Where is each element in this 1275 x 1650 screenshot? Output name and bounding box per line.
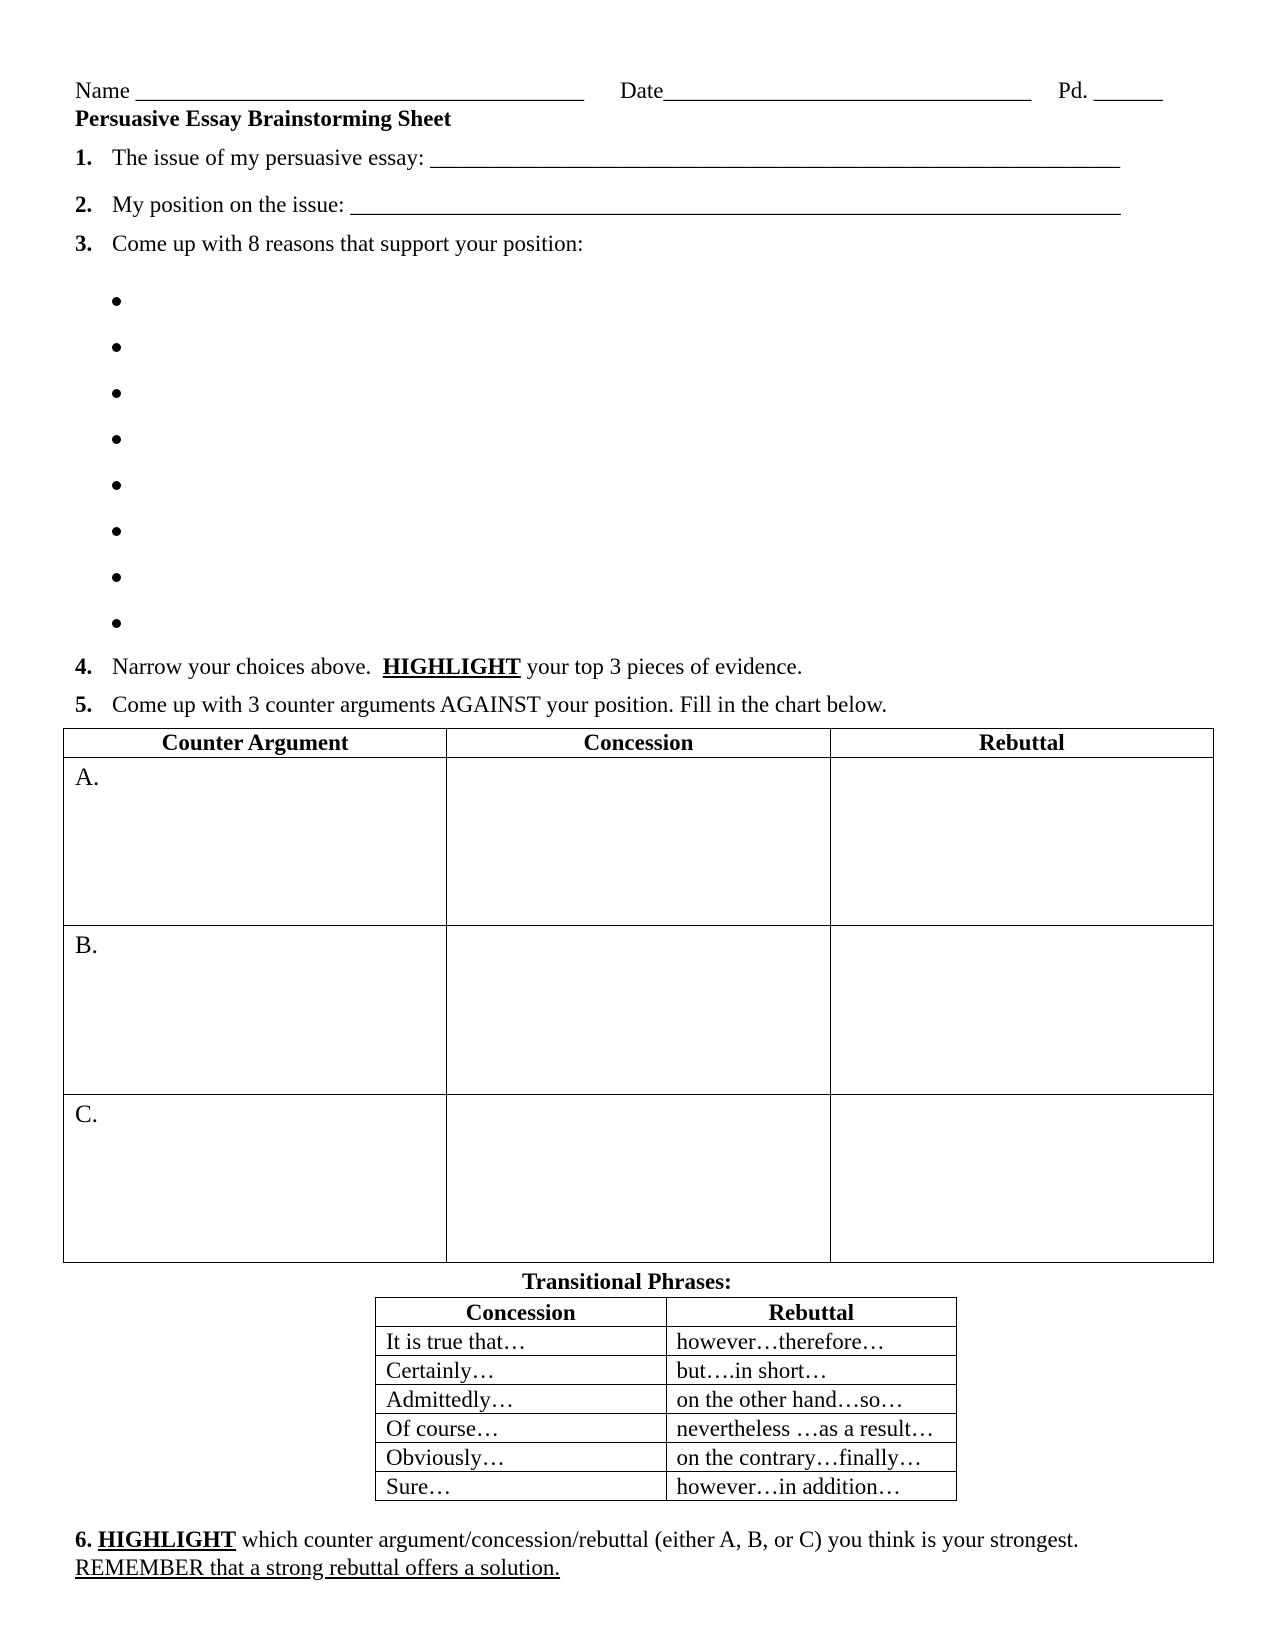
period-field-label[interactable]: Pd. ______ [1058, 78, 1163, 103]
header-counter-argument: Counter Argument [64, 729, 447, 758]
transition-row [376, 1443, 957, 1472]
counter-table-header-row [64, 729, 1214, 758]
reason-bullet [112, 573, 121, 582]
reason-bullet [112, 527, 121, 536]
counter-row-a [64, 758, 1214, 926]
q5-number: 5. [75, 692, 93, 717]
q4-highlight: HIGHLIGHT [382, 654, 521, 679]
concession-cell[interactable] [447, 758, 830, 926]
q2-text[interactable]: My position on the issue: ___________________________________________________________________ [112, 192, 1121, 217]
reason-bullet [112, 481, 121, 490]
rebuttal-phrase: however…in addition… [666, 1472, 957, 1501]
transition-row [376, 1414, 957, 1443]
q6-remember: REMEMBER that a strong rebuttal offers a solution. [75, 1555, 561, 1580]
transition-row [376, 1356, 957, 1385]
concession-phrase: Sure… [376, 1472, 667, 1501]
rebuttal-phrase: on the other hand…so… [666, 1385, 957, 1414]
concession-cell[interactable] [447, 926, 830, 1094]
concession-phrase: Admittedly… [376, 1385, 667, 1414]
q6-highlight: HIGHLIGHT [98, 1527, 237, 1552]
counter-argument-cell[interactable] [64, 1094, 447, 1262]
rebuttal-phrase: however…therefore… [666, 1327, 957, 1356]
page-title: Persuasive Essay Brainstorming Sheet [75, 106, 452, 131]
name-field-label[interactable]: Name _______________________________________ [75, 78, 585, 103]
counter-row-c [64, 1094, 1214, 1262]
transition-row [376, 1327, 957, 1356]
transition-row [376, 1385, 957, 1414]
reason-bullet [112, 343, 121, 352]
date-field-label[interactable]: Date________________________________ [620, 78, 1032, 103]
q4-number: 4. [75, 654, 93, 679]
rebuttal-cell[interactable] [830, 926, 1213, 1094]
counter-argument-cell[interactable] [64, 758, 447, 926]
transition-row [376, 1472, 957, 1501]
transitional-phrases-title: Transitional Phrases: [522, 1269, 732, 1294]
q5-text: Come up with 3 counter arguments AGAINST your position. Fill in the chart below. [112, 692, 888, 717]
concession-phrase: It is true that… [376, 1327, 667, 1356]
counter-row-b [64, 926, 1214, 1094]
transitions-header-rebuttal: Rebuttal [666, 1298, 957, 1327]
q3-text: Come up with 8 reasons that support your position: [112, 231, 584, 256]
q6-number: 6. [75, 1527, 93, 1552]
rebuttal-cell[interactable] [830, 1094, 1213, 1262]
q6-text: which counter argument/concession/rebuttal (either A, B, or C) you think is your strongest. [241, 1527, 1079, 1552]
q4-text-before: Narrow your choices above. [112, 654, 372, 679]
counter-argument-table [63, 728, 1214, 1263]
concession-phrase: Obviously… [376, 1443, 667, 1472]
row-label-a: A. [75, 764, 100, 791]
q6-line [75, 1528, 1079, 1551]
q2-number: 2. [75, 192, 93, 217]
q1-text[interactable]: The issue of my persuasive essay: ____________________________________________________________ [112, 145, 1121, 170]
transitions-header-concession: Concession [376, 1298, 667, 1327]
q3-number: 3. [75, 231, 93, 256]
rebuttal-phrase: nevertheless …as a result… [666, 1414, 957, 1443]
concession-phrase: Certainly… [376, 1356, 667, 1385]
rebuttal-phrase: on the contrary…finally… [666, 1443, 957, 1472]
reason-bullet [112, 389, 121, 398]
header-concession: Concession [447, 729, 830, 758]
q4-line [112, 655, 803, 678]
rebuttal-cell[interactable] [830, 758, 1213, 926]
rebuttal-phrase: but….in short… [666, 1356, 957, 1385]
header-rebuttal: Rebuttal [830, 729, 1213, 758]
transitional-phrases-table [375, 1297, 957, 1501]
row-label-c: C. [75, 1100, 98, 1128]
q1-number: 1. [75, 145, 93, 170]
row-label-b: B. [75, 932, 98, 960]
concession-cell[interactable] [447, 1094, 830, 1262]
reason-bullet [112, 619, 121, 628]
counter-argument-cell[interactable] [64, 926, 447, 1094]
transitions-header-row [376, 1298, 957, 1327]
q4-text-after: your top 3 pieces of evidence. [526, 654, 803, 679]
concession-phrase: Of course… [376, 1414, 667, 1443]
reason-bullet [112, 297, 121, 306]
reason-bullet [112, 435, 121, 444]
